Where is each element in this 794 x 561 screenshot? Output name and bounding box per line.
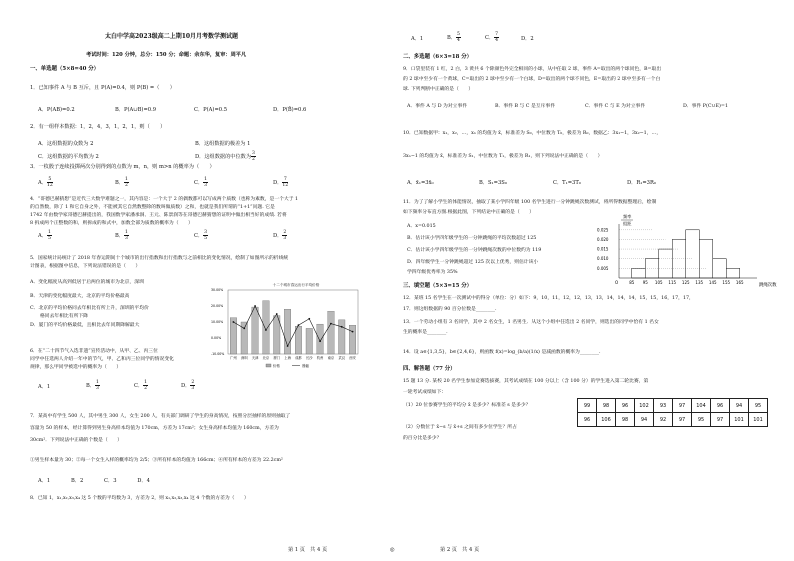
q11-option-d-2: 学四年级优秀率为 35% bbox=[407, 270, 458, 275]
hist-x-tick: 115 bbox=[668, 280, 677, 285]
score-cell: 98 bbox=[616, 413, 635, 427]
category-label: 杭州 bbox=[316, 356, 324, 360]
exam-meta: 考试时间：120 分钟，总分：150 分；命题：余东华，复审：周平凡 bbox=[86, 52, 247, 58]
category-label: 深圳 bbox=[240, 356, 248, 360]
q7-line-2: 容量为 50 的样本，经计算得到男生身高样本均值为 170cm，方差为 17cm²；女生身高样本均值为 160cm，方差为 bbox=[30, 426, 279, 431]
q15-line-1: 15 题 13 分. 某校 20 名学生参加竞赛选拔赛，其考试成绩在 100 分以上（含 100 分）的学生进入第二轮比赛，第 bbox=[403, 379, 649, 384]
score-cell: 101 bbox=[749, 413, 768, 427]
q11-option-c: C．估计该小学四年级学生的一分钟跳绳次数的中位数约为 119 bbox=[407, 248, 542, 253]
q7-line-4: ①男生样本量为 30；②每一个女生入样的概率均为 2/5；③所有样本的均值为 166cm；④所有样本的方差为 22.2cm² bbox=[30, 458, 283, 463]
hist-y-tick: 0.015 bbox=[597, 246, 609, 252]
category-labels bbox=[230, 355, 356, 360]
line-point bbox=[243, 328, 245, 330]
score-cell: 92 bbox=[654, 413, 673, 427]
q4-option-c: C． $\frac{3}{5}$ bbox=[194, 230, 208, 241]
score-cell: 101 bbox=[730, 413, 749, 427]
q2-option-a: A．这组数据的众数为 2 bbox=[38, 141, 94, 147]
change-line bbox=[233, 306, 352, 346]
line-point bbox=[276, 313, 278, 315]
city-price-chart bbox=[210, 280, 382, 372]
q3-option-a: A． $\frac{5}{12}$ bbox=[38, 177, 53, 188]
right-axis-ticks bbox=[211, 288, 224, 356]
line-point bbox=[352, 331, 354, 333]
q9-line-2: 的 2 球中至少有一个黄球，C=取出的 2 球中至少有一个白球，D=取出的两个球不同色，E=取出的 2 球中至多有一个白 bbox=[403, 77, 661, 82]
score-table bbox=[577, 398, 768, 427]
score-row-1 bbox=[578, 399, 768, 413]
legend-change: 涨幅 bbox=[302, 364, 309, 368]
q11-line-2: 如下频率分布直方图.根据此图，下列结论中正确的是（ ） bbox=[403, 210, 535, 215]
bar-成都 bbox=[295, 326, 302, 354]
score-cell: 96 bbox=[616, 399, 635, 413]
q5-option-b: B．天津的变化幅度最大，北京的平均价格最高 bbox=[30, 294, 130, 299]
q1-stem: 1．已知事件 A 与 B 互斥，且 P(A)=0.4，则 P(B) =（ ） bbox=[30, 85, 175, 91]
category-label: 长沙 bbox=[305, 356, 313, 360]
category-label: 成都 bbox=[295, 356, 302, 360]
bar-长沙 bbox=[306, 328, 313, 354]
category-label: 上海 bbox=[284, 356, 291, 360]
hist-y-tick: 0.020 bbox=[597, 236, 609, 242]
q1-option-b: B．P(A∪B)=0.9 bbox=[115, 107, 157, 113]
score-row-2 bbox=[578, 413, 768, 427]
q4-option-d: D． $\frac{2}{3}$ bbox=[273, 230, 287, 241]
hist-bars bbox=[632, 230, 740, 278]
q6-option-d: D． $\frac{2}{3}$ bbox=[181, 380, 195, 391]
hist-y-ticks bbox=[597, 227, 706, 271]
q6-option-c: C． $\frac{1}{2}$ bbox=[134, 380, 148, 391]
q15-part-1: （1）20 位参赛学生的平均分 x̄ 是多少？标准差 s 是多少？ bbox=[403, 403, 531, 408]
category-label: 厦门 bbox=[273, 356, 281, 360]
hist-y-tick: 0.025 bbox=[597, 227, 609, 233]
right-tick: -10.00% bbox=[211, 352, 225, 356]
q6-option-b: B． $\frac{1}{3}$ bbox=[86, 380, 99, 391]
hist-x-tick: 85 bbox=[629, 280, 635, 285]
hist-xlabel: 跳绳次数 bbox=[759, 283, 777, 288]
q13-line-1: 13．一个劳动小组有 3 名同学，其中 2 名女生，1 名男生．从这个小组中任选出 2 名同学，则选出的同学中恰有 1 名女 bbox=[403, 320, 659, 325]
q8-stem: 8．已知 1，x₁,x₂,x₃,x₄ 这 5 个数的平均数为 3，方差为 2，则 x₁,x₂,x₃,x₄ 这 4 个数的方差为（ ） bbox=[30, 496, 249, 501]
page-center-mark: ◎ bbox=[390, 547, 395, 553]
q6-line-1: 6．在“二十四节气入选非遗”宣传活动中，从甲、乙、丙三位 bbox=[30, 349, 158, 354]
q12-line-2: 17．则这组数据的 90 百分位数是________. bbox=[403, 307, 497, 312]
q4-line-3: 1742 年由数学家哥德巴赫提出的，我国数学家潘承洞、王元、陈景润等在哥德巴赫猜想的证明中做出相当好的成绩. 若将 bbox=[30, 213, 287, 218]
q10-line-2: 3xₙ−1 的均值为 x̄，标准差为 S₁，中位数为 T₁，极差为 R₁，则下列说法中正确的是（ ） bbox=[403, 154, 603, 159]
q7-line-1: 7．某高中有学生 500 人，其中男生 300 人，女生 200 人，有关部门调研了学生的身高情况，按照分层抽样的原则抽取了 bbox=[30, 414, 291, 419]
hist-bar bbox=[632, 268, 646, 278]
q5-option-a: A．变化幅度从高到低居于后两位的城市为北京，深圳 bbox=[30, 280, 144, 285]
q1-option-d: D．P(B̄)=0.6 bbox=[273, 107, 307, 113]
q1-option-a: A．P(AB)=0.2 bbox=[38, 107, 75, 113]
section-1-title: 一、单选题（5×8=40 分） bbox=[30, 66, 100, 72]
q10-option-b: B．S₁=3S₀ bbox=[479, 180, 507, 186]
category-label: 西安 bbox=[349, 356, 356, 360]
q4-option-a: A． $\frac{1}{5}$ bbox=[38, 230, 51, 241]
q2-stem: 2．有一组样本数据：1，2，4，3，1，2，1，则（ ） bbox=[30, 124, 166, 130]
q6-line-3: 规律，那么甲同学被选中的概率为（ ） bbox=[30, 365, 122, 370]
hist-x-tick: 105 bbox=[654, 280, 663, 285]
q10-option-a: A．x̄₁=3x̄₀ bbox=[407, 180, 434, 186]
q11-line-1: 11．为了了解小学生的体能情况，抽取了某小学四年级 100 名学生进行一分钟跳绳次数测试，将所得数据整理后，绘制 bbox=[403, 200, 657, 205]
bars bbox=[230, 301, 356, 354]
line-point bbox=[319, 340, 321, 342]
q3-option-d: D． $\frac{7}{12}$ bbox=[273, 177, 289, 188]
line-point bbox=[308, 318, 310, 320]
score-cell: 99 bbox=[578, 399, 597, 413]
q9-option-a: A．事件 A 与 D 为对立事件 bbox=[407, 104, 468, 109]
q8-option-c: C． $\frac{7}{4}$ bbox=[485, 32, 499, 43]
right-tick: 20.00% bbox=[211, 304, 224, 308]
bar-上海 bbox=[284, 309, 291, 354]
jump-rope-histogram bbox=[597, 210, 787, 288]
q6-option-a: A．1 bbox=[38, 384, 51, 390]
q8-option-a: A．1 bbox=[411, 36, 424, 42]
score-cell: 102 bbox=[635, 399, 654, 413]
line-point bbox=[341, 326, 343, 328]
q5-option-c-1: C．北京的平均价格同去年相比有所上升，深圳的平均价 bbox=[30, 306, 149, 311]
q9-option-b: B．事件 B 与 C 是互斥事件 bbox=[495, 104, 555, 109]
q10-option-d: D．R₁=3R₀ bbox=[627, 180, 656, 186]
q11-option-d-1: D．四年级学生一分钟跳绳超过 125 次以上优秀，则估计该小 bbox=[407, 260, 539, 265]
q5-option-c-2: 格同去年相比有所下降 bbox=[40, 314, 88, 319]
q7-line-3: 30cm²．下列说法中正确的个数是（ ） bbox=[30, 438, 123, 443]
section-4-title: 四、解答题（77 分） bbox=[403, 366, 456, 372]
hist-bar bbox=[659, 249, 673, 278]
bar-杭州 bbox=[317, 324, 324, 354]
hist-x-tick: 95 bbox=[642, 280, 648, 285]
q14-stem: 14．设 a∈{1,3,5}，b∈{2,4,6}，则函数 f(x)=log_(b/a)(1/x) 是减函数的概率为________. bbox=[403, 350, 601, 355]
legend-price: 价格 bbox=[273, 364, 280, 368]
q8-option-b: B． $\frac{5}{4}$ bbox=[447, 32, 460, 43]
q10-line-1: 10．已知数据甲：x₁，x₂，…，xₙ 的均值为 x̄，标准差为 S₀，中位数为 T₀，极差为 R₀，数据乙：3x₁−1，3x₂−1，…， bbox=[403, 131, 662, 136]
q3-stem: 3．一枚骰子连续投掷两次分别得到的点数为 m，n，则 m>n 的概率为（ ） bbox=[30, 164, 215, 170]
exam-title: 太白中学高2023级高二上期10月月考数学测试题 bbox=[105, 33, 239, 40]
score-cell: 95 bbox=[749, 399, 768, 413]
line-point bbox=[254, 305, 256, 307]
q10-option-c: C．T₁=3T₀ bbox=[553, 180, 581, 186]
score-cell: 97 bbox=[673, 413, 692, 427]
hist-x-ticks bbox=[615, 280, 744, 285]
hist-ylabel2: 组距 bbox=[623, 221, 632, 226]
bar-西安 bbox=[349, 325, 356, 354]
hist-ylabel: 频率 bbox=[623, 214, 632, 219]
hist-x-tick: 155 bbox=[722, 280, 731, 285]
score-cell: 93 bbox=[654, 399, 673, 413]
right-tick: 30.00% bbox=[211, 288, 224, 292]
legend-swatch-price bbox=[266, 364, 271, 367]
q4-line-1: 4．“哥德巴赫猜想”是近代三大数学难题之一，其内容是：一个大于 2 的偶数都可以写成两个质数（也称为素数，是一个大于 1 bbox=[30, 197, 299, 202]
footer-page-1: 第 1 页 共 4 页 bbox=[288, 547, 328, 553]
q7-options: A．1 B．2 C．3 D．4 bbox=[38, 478, 150, 484]
category-label: 南京 bbox=[327, 356, 335, 360]
hist-x-tick: O bbox=[615, 280, 619, 285]
bar-南京 bbox=[328, 311, 335, 354]
q9-line-1: 9．口袋里装有 1 红，2 白，3 黄共 6 个除颜色外完全相同的小球，从中任取 2 球，事件 A=取出的两个球同色，B=取出 bbox=[403, 67, 662, 72]
hist-bar bbox=[686, 230, 700, 278]
right-tick: 0.00% bbox=[211, 336, 222, 340]
hist-y-tick: 0.010 bbox=[597, 256, 609, 262]
line-point bbox=[287, 345, 289, 347]
category-label: 武汉 bbox=[338, 356, 346, 360]
hist-x-tick: 165 bbox=[735, 280, 744, 285]
q8-option-d: D．2 bbox=[521, 36, 534, 42]
hist-bar bbox=[713, 259, 727, 278]
hist-x-tick: 145 bbox=[708, 280, 717, 285]
hist-x-tick: 125 bbox=[681, 280, 690, 285]
hist-y-tick: 0.005 bbox=[597, 265, 609, 271]
bar-北京 bbox=[263, 301, 270, 354]
q11-option-b: B．估计该小学四年级学生的一分钟跳绳的平均次数超过 125 bbox=[407, 236, 537, 241]
line-point bbox=[298, 324, 300, 326]
hist-x-tick: 135 bbox=[695, 280, 704, 285]
line-point bbox=[330, 323, 332, 325]
score-cell: 95 bbox=[692, 413, 711, 427]
q12-line-1: 12．某班 15 名学生在一次测试中的得分（单位：分）如下：9，10，11，12，12，13，13，14，14，14，15，15，16，17，17， bbox=[403, 296, 694, 301]
right-tick: 10.00% bbox=[211, 320, 224, 324]
q15-part-2b: 的百分比是多少？ bbox=[403, 436, 442, 441]
category-label: 天津 bbox=[251, 356, 259, 360]
q4-line-2: 的自然数，除了 1 和它自身之外，不能被其它自然数整除的数叫做质数）之和，也就是我们所谓的“1+1”问题. 它是 bbox=[30, 205, 275, 210]
score-cell: 96 bbox=[578, 413, 597, 427]
q6-line-2: 同学中任选两人介绍一年中的节气，甲、乙和丙三位同学的情况变化 bbox=[30, 357, 174, 362]
q2-option-d: D．这组数据的中位数为 $\frac{3}{2}$ bbox=[195, 151, 255, 162]
score-cell: 94 bbox=[730, 399, 749, 413]
category-label: 广州 bbox=[230, 356, 237, 360]
score-cell: 104 bbox=[692, 399, 711, 413]
section-3-title: 三、填空题（5×3=15 分） bbox=[403, 283, 473, 289]
score-cell: 106 bbox=[597, 413, 616, 427]
bar-武汉 bbox=[339, 320, 346, 354]
line-points bbox=[233, 305, 354, 347]
q9-line-3: 球. 下列判断中正确的是（ ） bbox=[403, 87, 474, 92]
score-cell: 97 bbox=[673, 399, 692, 413]
q5-line-1: 5．国家统计局统计了 2018 年春运期间十个城市的出行指数和出行指数与之前相比的变化情况，绘制了如图所示的折线统 bbox=[30, 256, 289, 261]
q11-option-a: A．x=0.015 bbox=[407, 224, 436, 229]
q15-part-2: （2）分数位于 x̄−s 与 x̄+s 之间有多少位学生？所占 bbox=[403, 425, 517, 430]
score-cell: 96 bbox=[711, 399, 730, 413]
q15-line-2: 一轮考试成绩如下： bbox=[403, 390, 447, 395]
q5-option-d: D．厦门的平均价格最低，且相比去年同期降解最大 bbox=[30, 323, 140, 328]
score-cell: 98 bbox=[597, 399, 616, 413]
score-cell: 97 bbox=[711, 413, 730, 427]
chart-title: 十二个城市春运出行平均价格 bbox=[272, 283, 320, 287]
score-cell: 94 bbox=[635, 413, 654, 427]
page-right bbox=[397, 0, 794, 561]
hist-bar bbox=[726, 268, 740, 278]
q2-option-c: C．这组数据的平均数为 2 bbox=[38, 154, 99, 160]
q2-option-b: B．这组数据的极差为 1 bbox=[195, 141, 251, 147]
q3-option-b: B． $\frac{1}{2}$ bbox=[115, 177, 128, 188]
q9-option-d: D．事件 P(C∪E)=1 bbox=[683, 104, 728, 109]
hist-bar bbox=[699, 239, 713, 278]
category-label: 北京 bbox=[262, 356, 270, 360]
q13-line-2: 生的概率是________. bbox=[403, 330, 448, 335]
line-point bbox=[233, 321, 235, 323]
footer-page-2: 第 2 页 共 4 页 bbox=[440, 547, 480, 553]
q3-option-c: C． $\frac{1}{3}$ bbox=[194, 177, 208, 188]
q5-line-2: 计图表，根据图中信息，下列说法错误的是（ ） bbox=[30, 264, 141, 269]
q4-line-4: 8 拆成两个正整数的和，则拆成的和式中，加数全部为质数的概率为（ ） bbox=[30, 221, 193, 226]
q9-option-c: C．事件 C 与 E 为对立事件 bbox=[585, 104, 646, 109]
q4-option-b: B． $\frac{1}{3}$ bbox=[115, 230, 128, 241]
q1-option-c: C．P(A)=0.5 bbox=[194, 107, 228, 113]
bar-天津 bbox=[252, 307, 259, 354]
section-2-title: 二、多选题（6×3=18 分） bbox=[403, 54, 473, 60]
line-point bbox=[265, 329, 267, 331]
